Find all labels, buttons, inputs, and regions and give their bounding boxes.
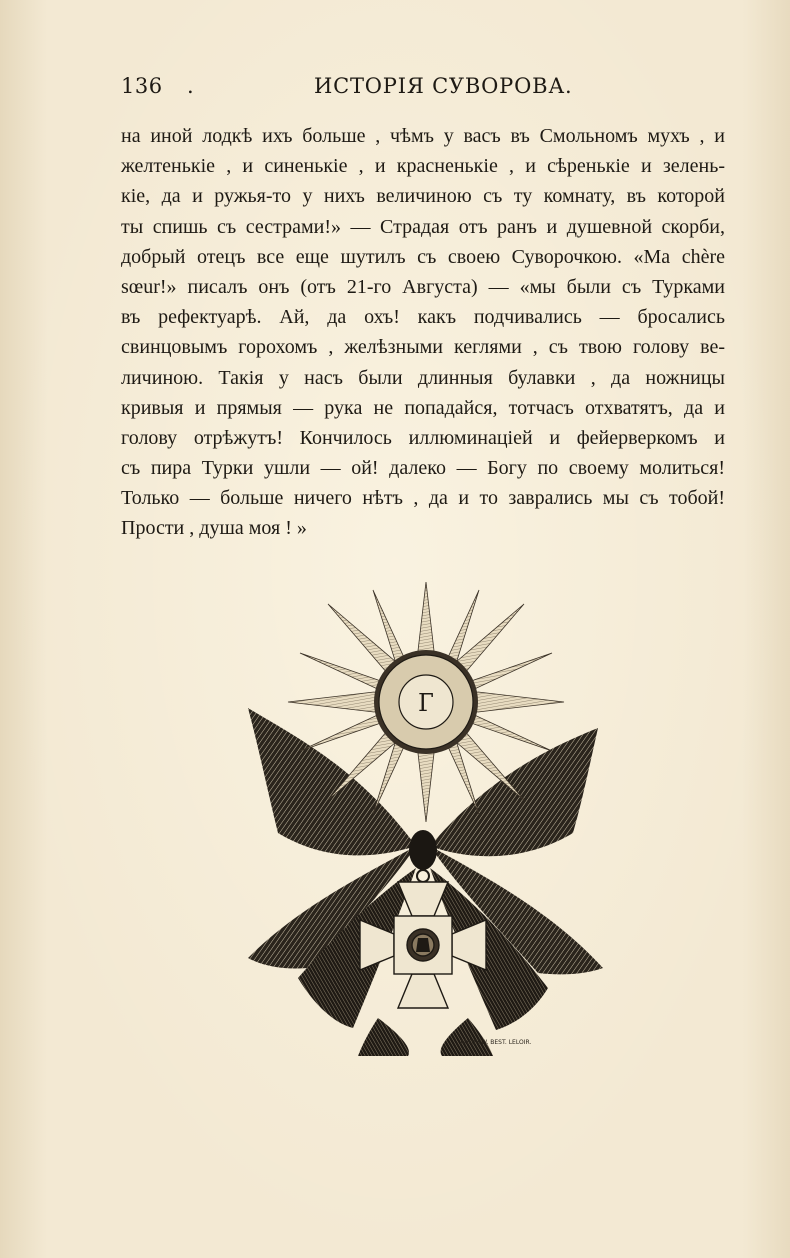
running-head (121, 74, 725, 104)
body-text (121, 121, 725, 544)
header-separator: . (187, 74, 194, 98)
text-line: Только — больше ничего нѣтъ , да и то заврались мы съ тобой! (121, 487, 725, 510)
page-number: 136 (121, 74, 163, 98)
ribbon-ends (358, 1018, 493, 1056)
ribbon-right-wing (430, 728, 603, 1030)
text-line: на иной лодкѣ ихъ больше , чѣмъ у васъ въ Смольномъ мухъ , и (121, 125, 725, 147)
text-line: добрый отецъ все еще шутилъ съ своею Суворочкою. «Ma chère (121, 245, 725, 268)
text-line: желтенькіе , и синенькіе , и красненькіе , и сѣренькіе и зелень- (121, 155, 725, 178)
running-title: ИСТОРІЯ СУВОРОВА. (314, 74, 573, 98)
order-of-st-george-engraving (238, 578, 608, 1056)
text-line: въ рефектуарѣ. Ай, да охъ! какъ подчивались — бросались (121, 306, 725, 329)
text-line: sœur!» писалъ онъ (отъ 21-го Августа) — «мы были съ Турками (121, 275, 725, 298)
text-line: ты спишь съ сестрами!» — Страдая отъ ранъ и душевной скорби, (121, 215, 725, 238)
text-line: личиною. Такія у насъ были длинныя булавки , да ножницы (121, 366, 725, 389)
text-line: кіе, да и ружья-то у нихъ величиною съ ту комнату, въ которой (121, 185, 725, 208)
text-line: кривыя и прямыя — рука не попадайся, тотчасъ отхватятъ, да и (121, 396, 725, 419)
engraver-signature: ANDREW. BEST. LELOIR. (460, 1039, 532, 1046)
text-line: свинцовымъ горохомъ , желѣзными кеглями , съ твою голову ве- (121, 336, 725, 359)
text-line: голову отрѣжутъ! Кончилось иллюминаціей и фейерверкомъ и (121, 426, 725, 449)
text-line: съ пира Турки ушли — ой! далеко — Богу по своему молиться! (121, 457, 725, 480)
text-line: Прости , душа моя ! » (121, 517, 307, 540)
star-cypher: Г (418, 689, 434, 717)
